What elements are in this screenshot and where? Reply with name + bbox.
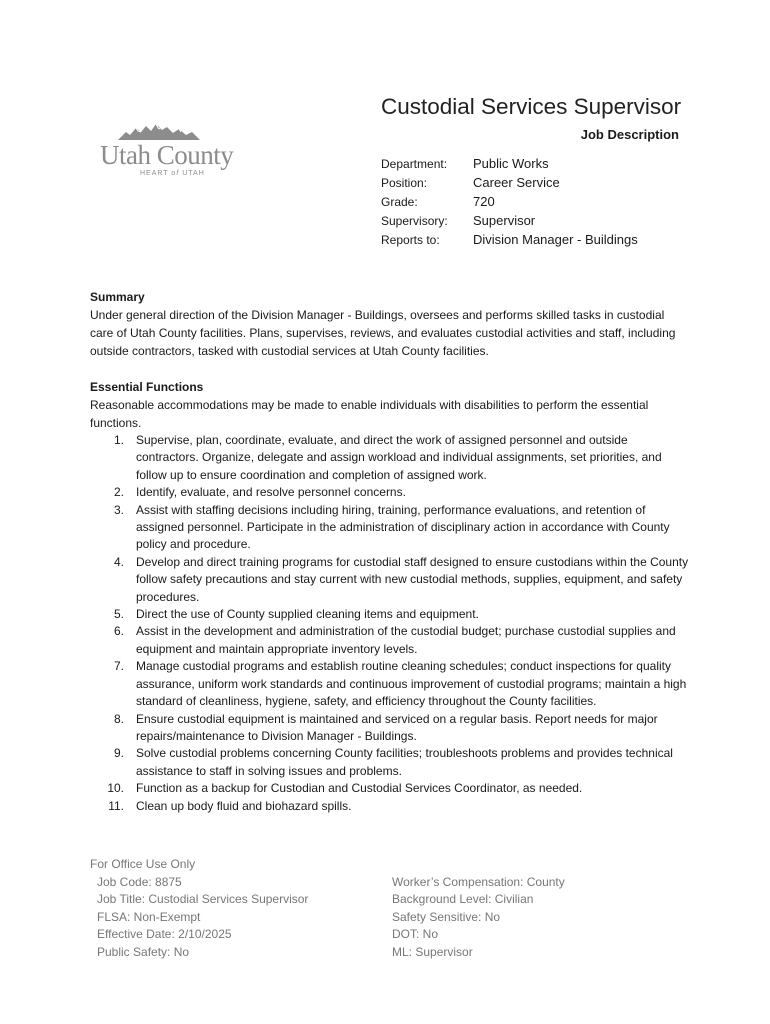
info-label: Position: (381, 176, 428, 190)
summary-heading: Summary (90, 290, 145, 304)
logo-wordmark: Utah County (100, 140, 234, 170)
office-field: ML: Supervisor (392, 944, 473, 959)
office-field: Job Code: 8875 (97, 874, 182, 889)
info-value: 720 (473, 194, 495, 209)
office-use-block (90, 856, 690, 959)
office-use-heading: For Office Use Only (90, 857, 196, 871)
office-field: Safety Sensitive: No (392, 909, 501, 924)
list-item: 11. Clean up body fluid and biohazard spills. (108, 798, 352, 813)
list-item: 7. Manage custodial programs and establish routine cleaning schedules; conduct inspections for quality assurance, uniform work standards and continuous improvement of custodial programs; maintain a high standard of cleanliness, hygiene, safety, and efficiency throughout the County facilities. (113, 659, 687, 709)
info-label: Reports to: (381, 233, 440, 247)
office-right-column (392, 874, 565, 962)
list-item: 5. Direct the use of County supplied cleaning items and equipment. (113, 607, 479, 622)
list-item: 9. Solve custodial problems concerning County facilities; troubleshoots problems and provides technical assistance to staff in solving issues and problems. (113, 746, 673, 778)
office-field: FLSA: Non-Exempt (97, 909, 201, 924)
list-item: 2. Identify, evaluate, and resolve personnel concerns. (113, 485, 406, 500)
list-item: 3. Assist with staffing decisions including hiring, training, performance evaluations, and retention of assigned personnel. Participate in the administration of disciplinary action in accordance with County policy and procedure. (113, 502, 670, 552)
list-item: 6. Assist in the development and administration of the custodial budget; purchase custodial supplies and equipment and maintain appropriate inventory levels. (113, 624, 676, 656)
essential-functions-intro: Reasonable accommodations may be made to enable individuals with disabilities to perform the essential functions. (90, 398, 649, 430)
list-item: 1. Supervise, plan, coordinate, evaluate, and direct the work of assigned personnel and outside contractors. Organize, delegate and assign workload and individual assignments, set priorities, and follow up to ensure coordination and completion of assigned work. (113, 433, 662, 482)
info-value: Supervisor (473, 213, 536, 228)
info-row-reports-to (381, 232, 638, 251)
office-field: DOT: No (392, 927, 439, 941)
info-value: Division Manager - Buildings (473, 232, 638, 247)
office-field: Job Title: Custodial Services Supervisor (97, 892, 309, 906)
info-row-position (381, 175, 638, 194)
summary-text: Under general direction of the Division Manager - Buildings, oversees and performs skilled tasks in custodial care of Utah County facilities. Plans, supervises, reviews, and evaluates custodial activities and staff, including outside contractors, tasked with custodial services at Utah County facilities. (90, 308, 676, 358)
list-item: 8. Ensure custodial equipment is maintained and serviced on a regular basis. Report needs for major repairs/maintenance to Division Manager - Buildings. (113, 711, 658, 743)
essential-functions-list (90, 432, 690, 815)
page-subtitle: Job Description (580, 127, 679, 142)
info-row-grade (381, 194, 638, 213)
mountain-icon (96, 120, 216, 142)
list-item: 10. Function as a backup for Custodian and Custodial Services Coordinator, as needed. (107, 781, 583, 796)
info-row-supervisory (381, 213, 638, 232)
utah-county-logo (96, 120, 236, 184)
office-left-column (97, 874, 308, 962)
essential-functions-heading: Essential Functions (90, 380, 204, 394)
info-label: Grade: (381, 195, 418, 209)
office-field: Effective Date: 2/10/2025 (97, 927, 232, 941)
office-field: Public Safety: No (97, 944, 190, 959)
job-description-body (90, 288, 690, 815)
office-field: Worker’s Compensation: County (392, 874, 565, 889)
office-field: Background Level: Civilian (392, 892, 534, 906)
logo-tagline: HEART of UTAH (140, 170, 205, 177)
page-title: Custodial Services Supervisor (381, 94, 682, 119)
info-value: Career Service (473, 175, 560, 190)
info-label: Department: (381, 157, 448, 171)
info-row-department (381, 156, 638, 175)
position-info (381, 156, 638, 251)
list-item: 4. Develop and direct training programs for custodial staff designed to ensure custodians within the County follow safety precautions and stay current with new custodial methods, supplies, equipment, and safety procedures. (113, 554, 689, 604)
info-value: Public Works (473, 156, 549, 171)
info-label: Supervisory: (381, 214, 448, 228)
